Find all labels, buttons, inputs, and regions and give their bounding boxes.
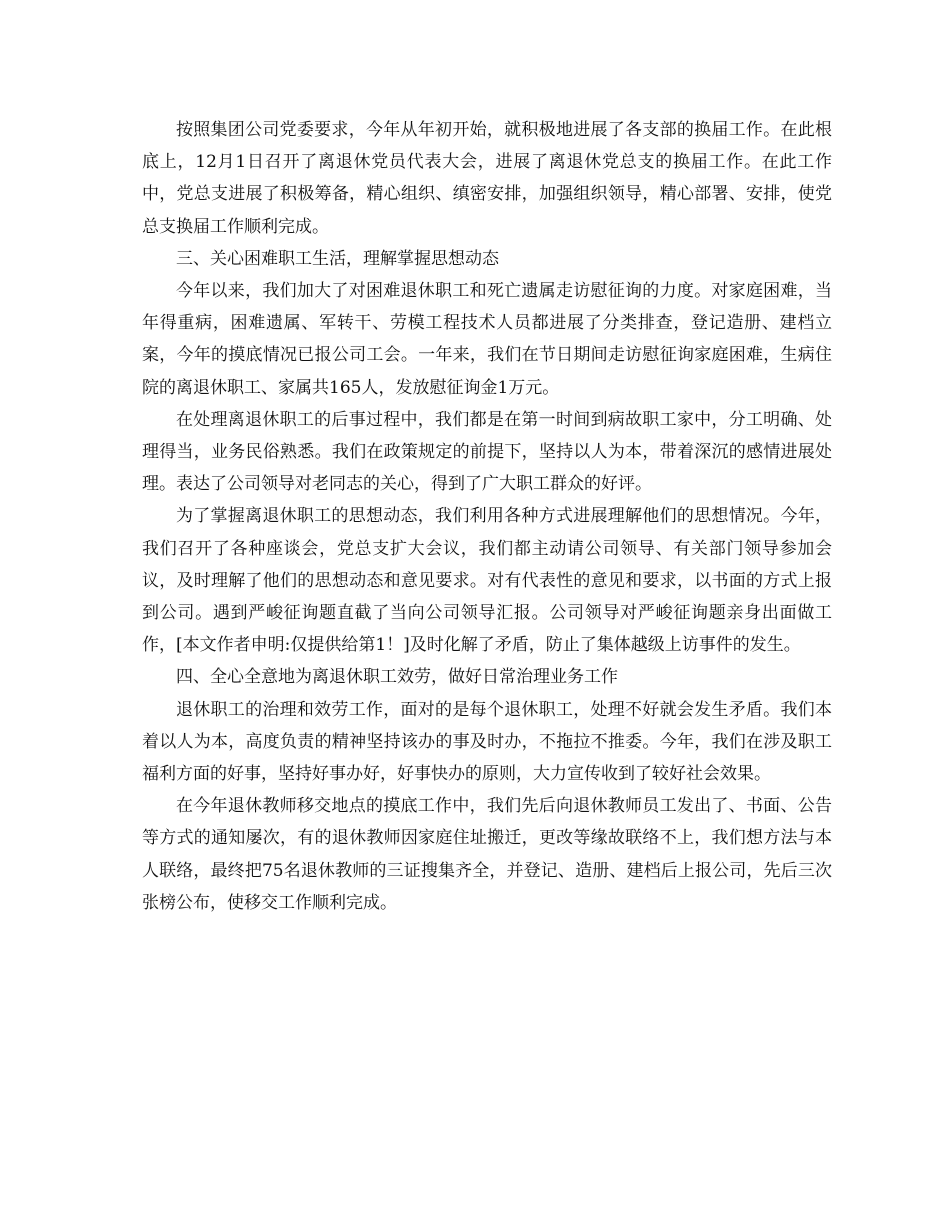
paragraph-funeral-handling: 在处理离退休职工的后事过程中，我们都是在第一时间到病故职工家中，分工明确、处理得当，业务民俗熟悉。我们在政策规定的前提下，坚持以人为本，带着深沉的感情进展处理。表达了公司领导对老同志的关心，得到了广大职工群众的好评。	[142, 409, 832, 495]
paragraph-retiree-management: 退休职工的治理和效劳工作，面对的是每个退休职工，处理不好就会发生矛盾。我们本着以人为本，高度负责的精神坚持该办的事及时办，不拖拉不推委。今年，我们在涉及职工福利方面的好事，坚持好事办好，好事快办的原则，大力宣传收到了较好社会效果。	[142, 699, 832, 785]
paragraph-visits-and-relief: 今年以来，我们加大了对困难退休职工和死亡遗属走访慰征询的力度。对家庭困难，当年得重病，困难遗属、军转干、劳模工程技术人员都进展了分类排查，登记造册、建档立案，今年的摸底情况已报公司工会。一年来，我们在节日期间走访慰征询家庭困难，生病住院的离退休职工、家属共165人，发放慰征询金1万元。	[142, 281, 832, 398]
paragraph-ideology-dynamics: 为了掌握离退休职工的思想动态，我们利用各种方式进展理解他们的思想情况。今年，我们召开了各种座谈会，党总支扩大会议，我们都主动请公司领导、有关部门领导参加会议，及时理解了他们的思想动态和意见要求。对有代表性的意见和要求，以书面的方式上报到公司。遇到严峻征询题直截了当向公司领导汇报。公司领导对严峻征询题亲身出面做工作，[本文作者申明:仅提供给第1！]及时化解了矛盾，防止了集体越级上访事件的发生。	[142, 506, 832, 656]
section-heading-service-work: 四、全心全意地为离退休职工效劳，做好日常治理业务工作	[176, 667, 618, 688]
paragraph-teacher-transfer: 在今年退休教师移交地点的摸底工作中，我们先后向退休教师员工发出了、书面、公告等方式的通知屡次，有的退休教师因家庭住址搬迁，更改等缘故联络不上，我们想方法与本人联络，最终把75名退休教师的三证搜集齐全，并登记、造册、建档后上报公司，先后三次张榜公布，使移交工作顺利完成。	[142, 796, 832, 913]
section-heading-care-for-needy: 三、关心困难职工生活，理解掌握思想动态	[176, 248, 499, 269]
paragraph-branch-election: 按照集团公司党委要求，今年从年初开始，就积极地进展了各支部的换届工作。在此根底上，12月1日召开了离退休党员代表大会，进展了离退休党总支的换届工作。在此工作中，党总支进展了积极筹备，精心组织、缜密安排，加强组织领导，精心部署、安排，使党总支换届工作顺利完成。	[142, 120, 832, 237]
document-body	[142, 114, 832, 919]
